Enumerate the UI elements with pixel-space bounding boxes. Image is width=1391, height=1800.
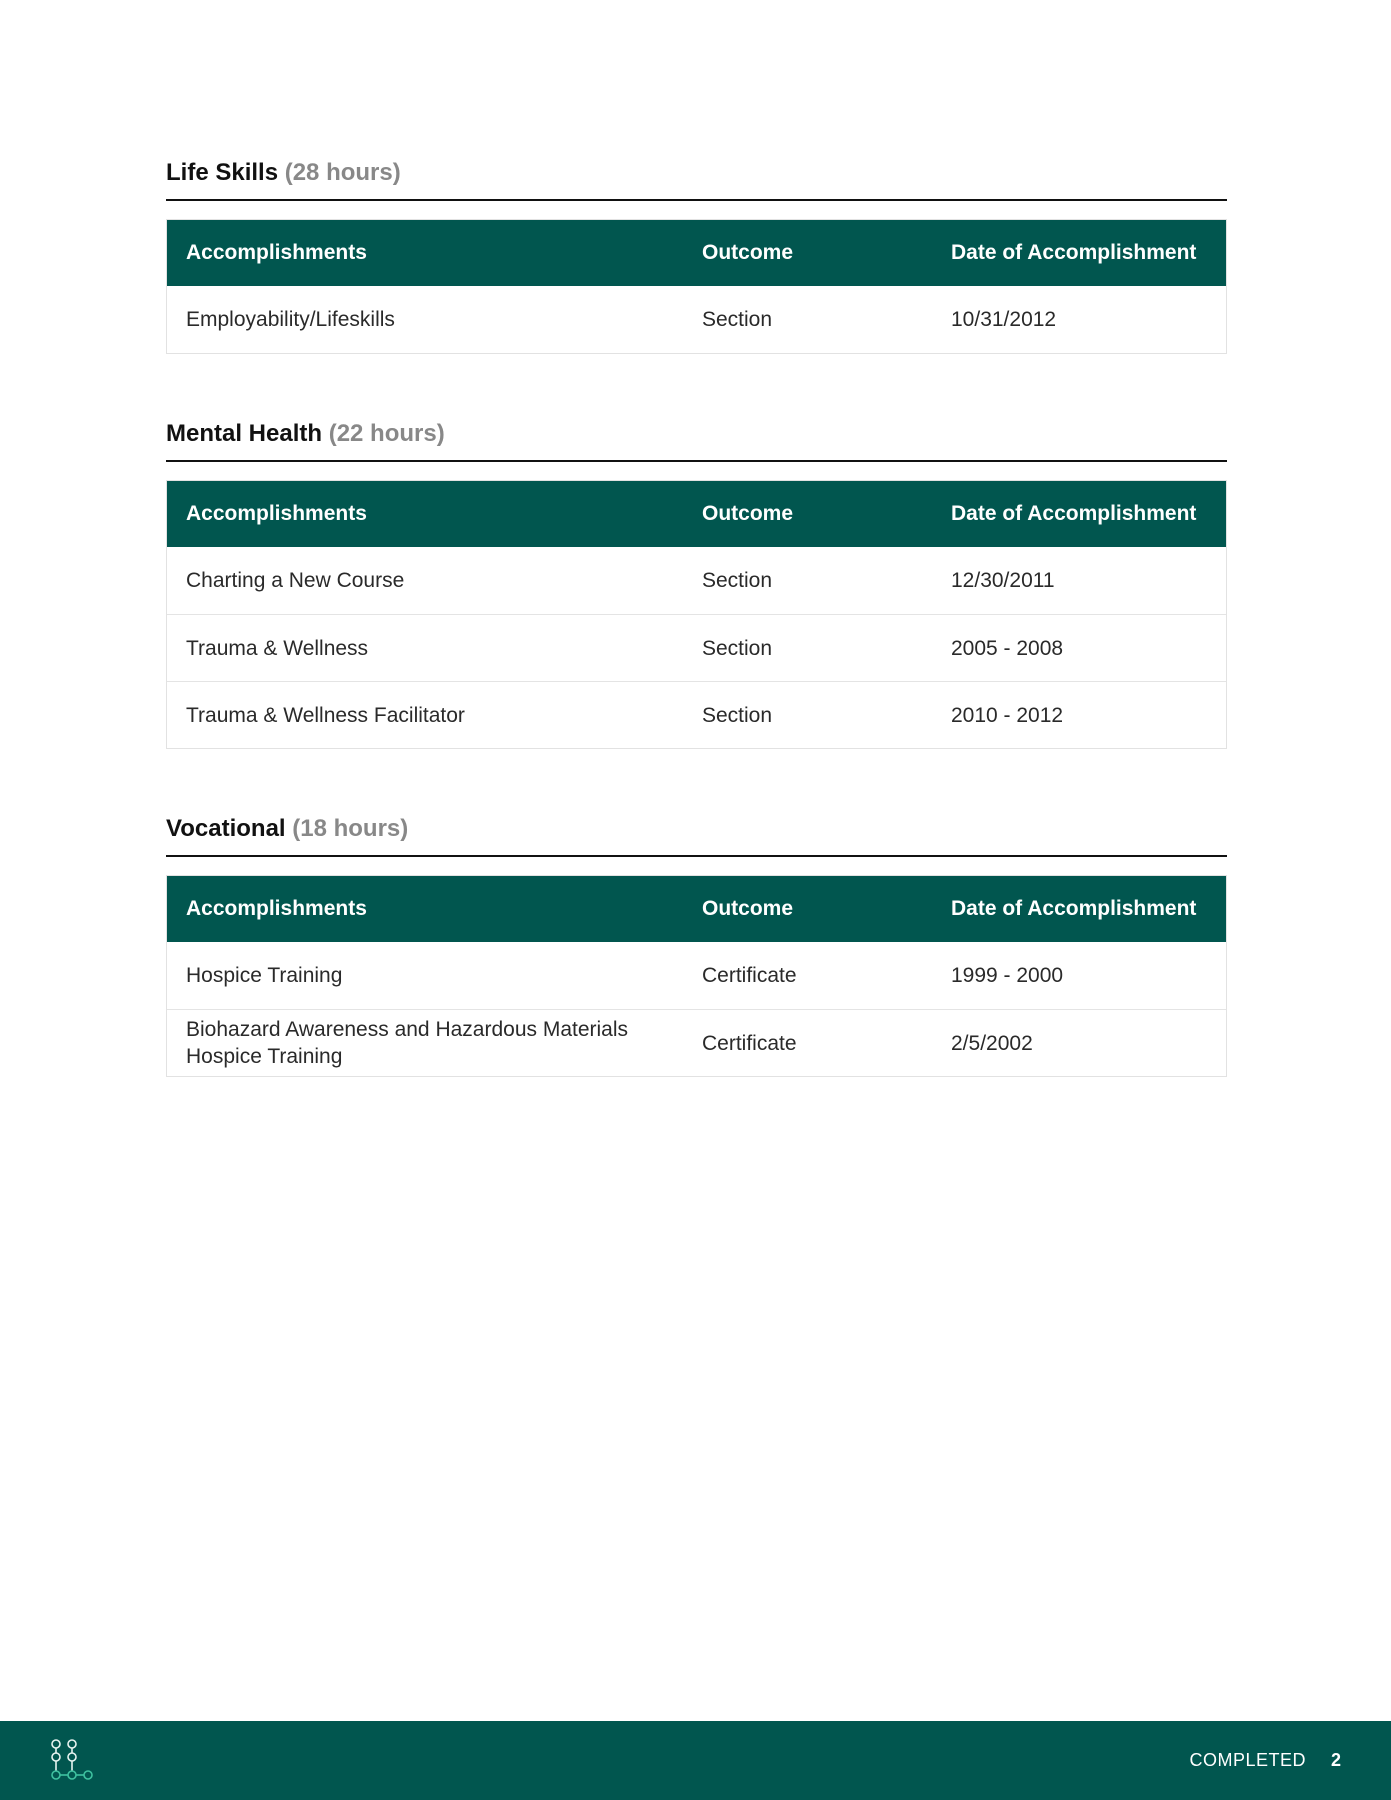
table-row [167,942,1226,1009]
header-accomplishments: Accomplishments [186,241,367,264]
accomplishments-table [166,219,1227,354]
heading-divider [166,855,1227,857]
cell-accomplishment: Employability/Lifeskills [186,308,395,331]
cell-accomplishment: Trauma & Wellness Facilitator [186,703,465,727]
page-footer [0,1721,1391,1800]
section-title: Mental Health [166,420,323,447]
section-vocational [166,811,1227,1077]
section-life-skills [166,155,1227,354]
report-content [166,155,1227,1139]
connected-nodes-logo-icon [50,1739,96,1785]
cell-accomplishment: Trauma & Wellness [186,636,369,660]
cell-accomplishment: Charting a New Course [186,569,405,592]
heading-divider [166,460,1227,462]
header-outcome: Outcome [702,502,794,525]
header-date: Date of Accomplishment [951,241,1197,264]
cell-outcome: Section [702,569,773,592]
cell-outcome: Section [702,308,773,331]
table-row [167,547,1226,614]
table-row [167,614,1226,681]
section-heading [166,416,1227,452]
accomplishments-table [166,875,1227,1077]
table-header [167,876,1226,942]
cell-date: 10/31/2012 [951,308,1057,331]
section-hours: (28 hours) [284,159,401,186]
section-heading [166,155,1227,191]
section-title: Vocational [166,815,286,842]
table-row [167,681,1226,748]
cell-accomplishment: Biohazard Awareness and Hazardous Materials Hospice Training [186,1018,629,1068]
section-heading [166,811,1227,847]
table-header [167,481,1226,547]
cell-outcome: Certificate [702,1031,797,1055]
accomplishments-table [166,480,1227,749]
table-row [167,1009,1226,1076]
cell-outcome: Certificate [702,964,797,987]
section-hours: (18 hours) [292,815,409,842]
cell-date: 1999 - 2000 [951,964,1064,987]
header-date: Date of Accomplishment [951,502,1197,525]
header-outcome: Outcome [702,241,794,264]
completion-status: COMPLETED [1189,1750,1306,1770]
cell-date: 2/5/2002 [951,1031,1033,1055]
page-number: 2 [1330,1750,1341,1770]
cell-date: 12/30/2011 [951,569,1055,592]
header-date: Date of Accomplishment [951,897,1197,920]
section-title: Life Skills [166,159,279,186]
section-mental-health [166,416,1227,749]
cell-outcome: Section [702,703,773,727]
cell-date: 2010 - 2012 [951,703,1064,727]
cell-outcome: Section [702,636,773,660]
heading-divider [166,199,1227,201]
cell-date: 2005 - 2008 [951,636,1064,660]
section-hours: (22 hours) [328,420,445,447]
cell-accomplishment: Hospice Training [186,964,343,987]
table-row [167,286,1226,353]
header-outcome: Outcome [702,897,794,920]
table-header [167,220,1226,286]
header-accomplishments: Accomplishments [186,502,367,525]
header-accomplishments: Accomplishments [186,897,367,920]
